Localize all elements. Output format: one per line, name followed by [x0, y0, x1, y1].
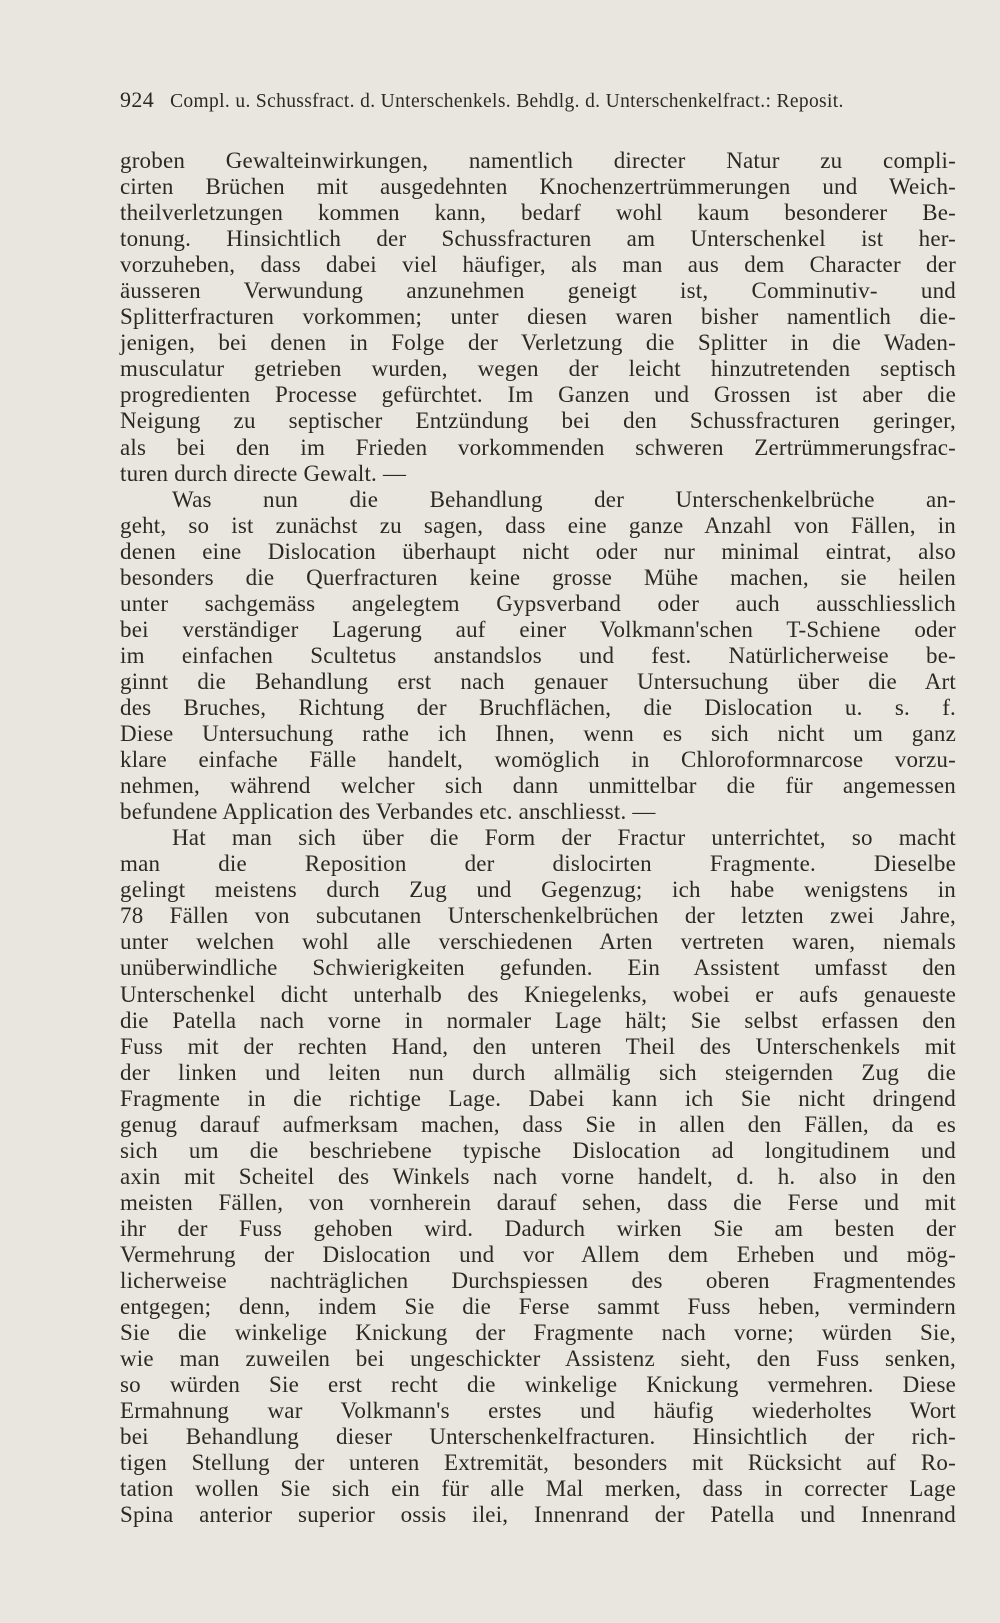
- text-line: 78 Fällen von subcutanen Unterschenkelbrüchen der letzten zwei Jahre,: [120, 903, 956, 929]
- text-line: genug darauf aufmerksam machen, dass Sie in allen den Fällen, da es: [120, 1111, 956, 1137]
- text-line: klare einfache Fälle handelt, womöglich in Chloroformnarcose vorzu-: [120, 747, 956, 773]
- text-line: turen durch directe Gewalt. —: [120, 460, 407, 486]
- text-line: bei Behandlung dieser Unterschenkelfracturen. Hinsichtlich der rich-: [120, 1424, 956, 1450]
- text-line: der linken und leiten nun durch allmälig sich steigernden Zug die: [120, 1059, 956, 1085]
- text-line: Neigung zu septischer Entzündung bei den Schussfracturen geringer,: [120, 408, 956, 434]
- running-title: Compl. u. Schussfract. d. Unterschenkels. Behdlg. d. Unterschenkelfract.: Reposit.: [170, 91, 844, 112]
- text-line: ginnt die Behandlung erst nach genauer Untersuchung über die Art: [120, 668, 956, 694]
- text-line: gelingt meistens durch Zug und Gegenzug; ich habe wenigstens in: [120, 877, 956, 903]
- text-line: tation wollen Sie sich ein für alle Mal merken, dass in correcter Lage: [120, 1476, 956, 1502]
- text-line: äusseren Verwundung anzunehmen geneigt ist, Comminutiv- und: [120, 278, 956, 304]
- text-line: bei verständiger Lagerung auf einer Volkmann'schen T-Schiene oder: [120, 616, 956, 642]
- text-line: befundene Application des Verbandes etc. anschliesst. —: [120, 799, 656, 825]
- text-line: licherweise nachträglichen Durchspiessen des oberen Fragmentendes: [120, 1268, 956, 1294]
- running-header: [120, 88, 954, 114]
- text-line: unter sachgemäss angelegtem Gypsverband oder auch ausschliesslich: [120, 590, 956, 616]
- text-line: Ermahnung war Volkmann's erstes und häufig wiederholtes Wort: [120, 1398, 956, 1424]
- text-line: Fuss mit der rechten Hand, den unteren Theil des Unterschenkels mit: [120, 1033, 956, 1059]
- text-line: denen eine Dislocation überhaupt nicht oder nur minimal eintrat, also: [120, 538, 956, 564]
- text-line: musculatur getrieben wurden, wegen der leicht hinzutretenden septisch: [120, 356, 956, 382]
- text-line: Vermehrung der Dislocation und vor Allem dem Erheben und mög-: [120, 1241, 956, 1267]
- text-line: als bei den im Frieden vorkommenden schweren Zertrümmerungsfrac-: [120, 434, 956, 460]
- text-line: Unterschenkel dicht unterhalb des Kniegelenks, wobei er aufs genaueste: [120, 981, 956, 1007]
- body-text: [120, 148, 956, 1528]
- text-line: Fragmente in die richtige Lage. Dabei kann ich Sie nicht dringend: [120, 1085, 956, 1111]
- text-line: Sie die winkelige Knickung der Fragmente nach vorne; würden Sie,: [120, 1320, 956, 1346]
- text-line: theilverletzungen kommen kann, bedarf wohl kaum besonderer Be-: [120, 200, 956, 226]
- text-line: unter welchen wohl alle verschiedenen Arten vertreten waren, niemals: [120, 929, 956, 955]
- page-number: 924: [120, 87, 155, 112]
- text-line: besonders die Querfracturen keine grosse Mühe machen, sie heilen: [120, 564, 956, 590]
- text-line: entgegen; denn, indem Sie die Ferse sammt Fuss heben, vermindern: [120, 1294, 956, 1320]
- text-line: man die Reposition der dislocirten Fragmente. Dieselbe: [120, 851, 956, 877]
- text-line: vorzuheben, dass dabei viel häufiger, als man aus dem Character der: [120, 252, 956, 278]
- text-line: ihr der Fuss gehoben wird. Dadurch wirken Sie am besten der: [120, 1215, 956, 1241]
- text-line: Splitterfracturen vorkommen; unter diesen waren bisher namentlich die-: [120, 304, 956, 330]
- text-line: Was nun die Behandlung der Unterschenkelbrüche an-: [172, 486, 956, 512]
- text-line: die Patella nach vorne in normaler Lage hält; Sie selbst erfassen den: [120, 1007, 956, 1033]
- text-line: Hat man sich über die Form der Fractur unterrichtet, so macht: [172, 825, 956, 851]
- text-line: des Bruches, Richtung der Bruchflächen, die Dislocation u. s. f.: [120, 694, 956, 720]
- text-line: axin mit Scheitel des Winkels nach vorne handelt, d. h. also in den: [120, 1163, 956, 1189]
- text-line: im einfachen Scultetus anstandslos und fest. Natürlicherweise be-: [120, 642, 956, 668]
- text-line: jenigen, bei denen in Folge der Verletzung die Splitter in die Waden-: [120, 330, 956, 356]
- text-line: tigen Stellung der unteren Extremität, besonders mit Rücksicht auf Ro-: [120, 1450, 956, 1476]
- text-line: meisten Fällen, von vornherein darauf sehen, dass die Ferse und mit: [120, 1189, 956, 1215]
- text-line: so würden Sie erst recht die winkelige Knickung vermehren. Diese: [120, 1372, 956, 1398]
- text-line: tonung. Hinsichtlich der Schussfracturen am Unterschenkel ist her-: [120, 226, 956, 252]
- text-line: groben Gewalteinwirkungen, namentlich directer Natur zu compli-: [120, 148, 956, 173]
- text-line: Diese Untersuchung rathe ich Ihnen, wenn es sich nicht um ganz: [120, 721, 956, 747]
- text-line: progredienten Processe gefürchtet. Im Ganzen und Grossen ist aber die: [120, 382, 956, 408]
- text-line: nehmen, während welcher sich dann unmittelbar die für angemessen: [120, 773, 956, 799]
- text-line: Spina anterior superior ossis ilei, Innenrand der Patella und Innenrand: [120, 1502, 956, 1528]
- text-line: wie man zuweilen bei ungeschickter Assistenz sieht, den Fuss senken,: [120, 1346, 956, 1372]
- text-line: cirten Brüchen mit ausgedehnten Knochenzertrümmerungen und Weich-: [120, 174, 956, 200]
- text-line: geht, so ist zunächst zu sagen, dass eine ganze Anzahl von Fällen, in: [120, 512, 956, 538]
- text-line: sich um die beschriebene typische Dislocation ad longitudinem und: [120, 1137, 956, 1163]
- text-line: unüberwindliche Schwierigkeiten gefunden. Ein Assistent umfasst den: [120, 955, 956, 981]
